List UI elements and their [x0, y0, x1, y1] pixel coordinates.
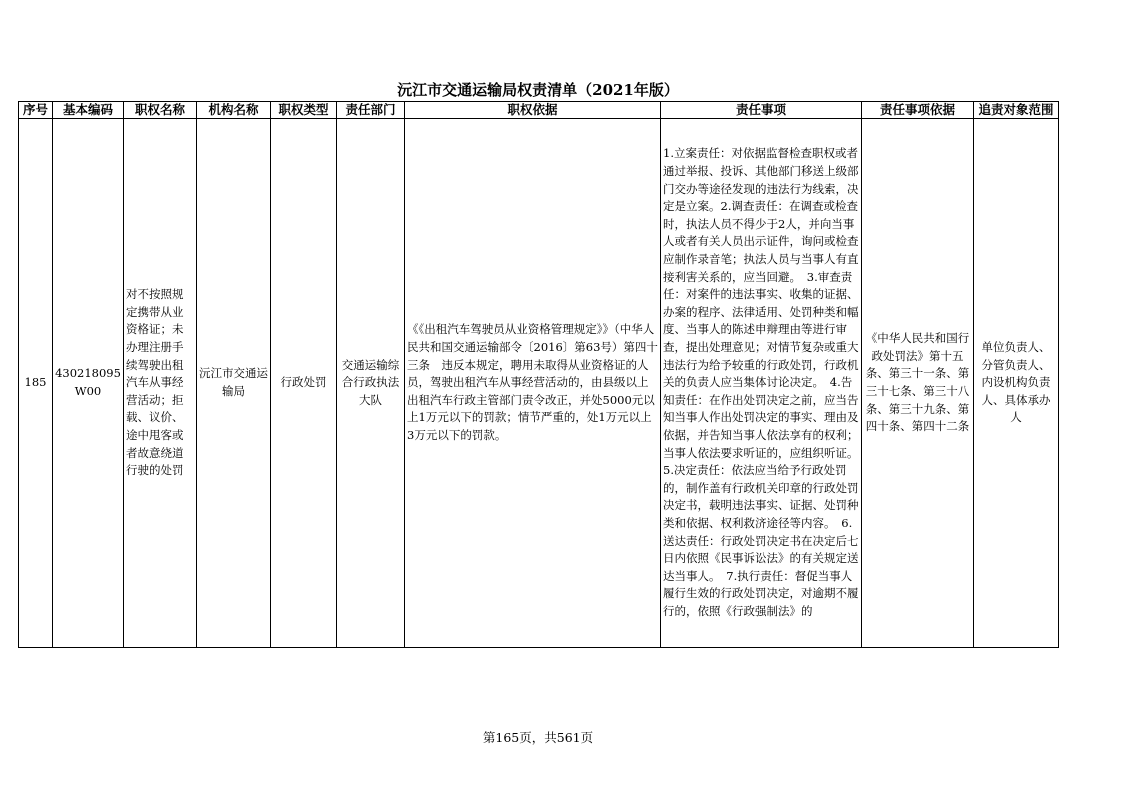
cell-code: 430218095W00	[53, 119, 124, 648]
document-title: 沅江市交通运输局权责清单（2021年版）	[397, 81, 679, 99]
header-power-name: 职权名称	[124, 102, 197, 119]
header-org-name: 机构名称	[197, 102, 271, 119]
cell-duty-basis: 《中华人民共和国行政处罚法》第十五条、第三十一条、第三十七条、第三十八条、第三十九条、第四十条、第四十二条	[862, 119, 974, 648]
header-power-type: 职权类型	[271, 102, 337, 119]
cell-duties: 1.立案责任：对依据监督检查职权或者通过举报、投诉、其他部门移送上级部门交办等途径发现的违法行为线索，决定是立案。2.调查责任：在调查或检查时，执法人员不得少于2人，并向当事人或者有关人员出示证件，询问或检查应制作录音笔；执法人员与当事人有直接利害关系的，应当回避。 3.审查责任：对案件的违法事实、收集的证据、办案的程序、法律适用、处罚种类和幅度、当事人的陈述申辩理由等进行审查，提出处理意见；对情节复杂或重大违法行为给予较重的行政处罚，行政机关的负责人应当集体讨论决定。 4.告知责任：在作出处罚决定之前，应当告知当事人作出处罚决定的事实、理由及依据，并告知当事人依法享有的权利；当事人依法要求听证的，应组织听证。 5.决定责任：依法应当给予行政处罚的，制作盖有行政机关印章的行政处罚决定书，载明违法事实、证据、处罚种类和依据、权利救济途径等内容。 6.送达责任：行政处罚决定书在决定后七日内依照《民事诉讼法》的有关规定送达当事人。 7.执行责任：督促当事人履行生效的行政处罚决定，对逾期不履行的，依照《行政强制法》的	[661, 119, 862, 648]
header-code: 基本编码	[53, 102, 124, 119]
duty-list-table	[18, 101, 1059, 648]
table-header-row	[19, 102, 1059, 119]
header-seq: 序号	[19, 102, 53, 119]
page-number: 第165页，共561页	[482, 730, 594, 745]
header-duties: 责任事项	[661, 102, 862, 119]
header-department: 责任部门	[337, 102, 405, 119]
header-accountability: 追责对象范围	[974, 102, 1059, 119]
cell-power-name: 对不按照规定携带从业资格证；未办理注册手续驾驶出租汽车从事经营活动；拒载、议价、途中甩客或者故意绕道行驶的处罚	[124, 119, 197, 648]
cell-basis: 《《出租汽车驾驶员从业资格管理规定》》（中华人民共和国交通运输部令〔2016〕第63号）第四十三条 违反本规定，聘用未取得从业资格证的人员，驾驶出租汽车从事经营活动的，由县级以上出租汽车行政主管部门责令改正，并处5000元以上1万元以下的罚款；情节严重的，处1万元以上3万元以下的罚款。	[405, 119, 661, 648]
header-duty-basis: 责任事项依据	[862, 102, 974, 119]
cell-power-type: 行政处罚	[271, 119, 337, 648]
table-row	[19, 119, 1059, 648]
header-basis: 职权依据	[405, 102, 661, 119]
cell-seq: 185	[19, 119, 53, 648]
cell-department: 交通运输综合行政执法大队	[337, 119, 405, 648]
cell-org-name: 沅江市交通运输局	[197, 119, 271, 648]
cell-accountability: 单位负责人、分管负责人、内设机构负责人、具体承办人	[974, 119, 1059, 648]
